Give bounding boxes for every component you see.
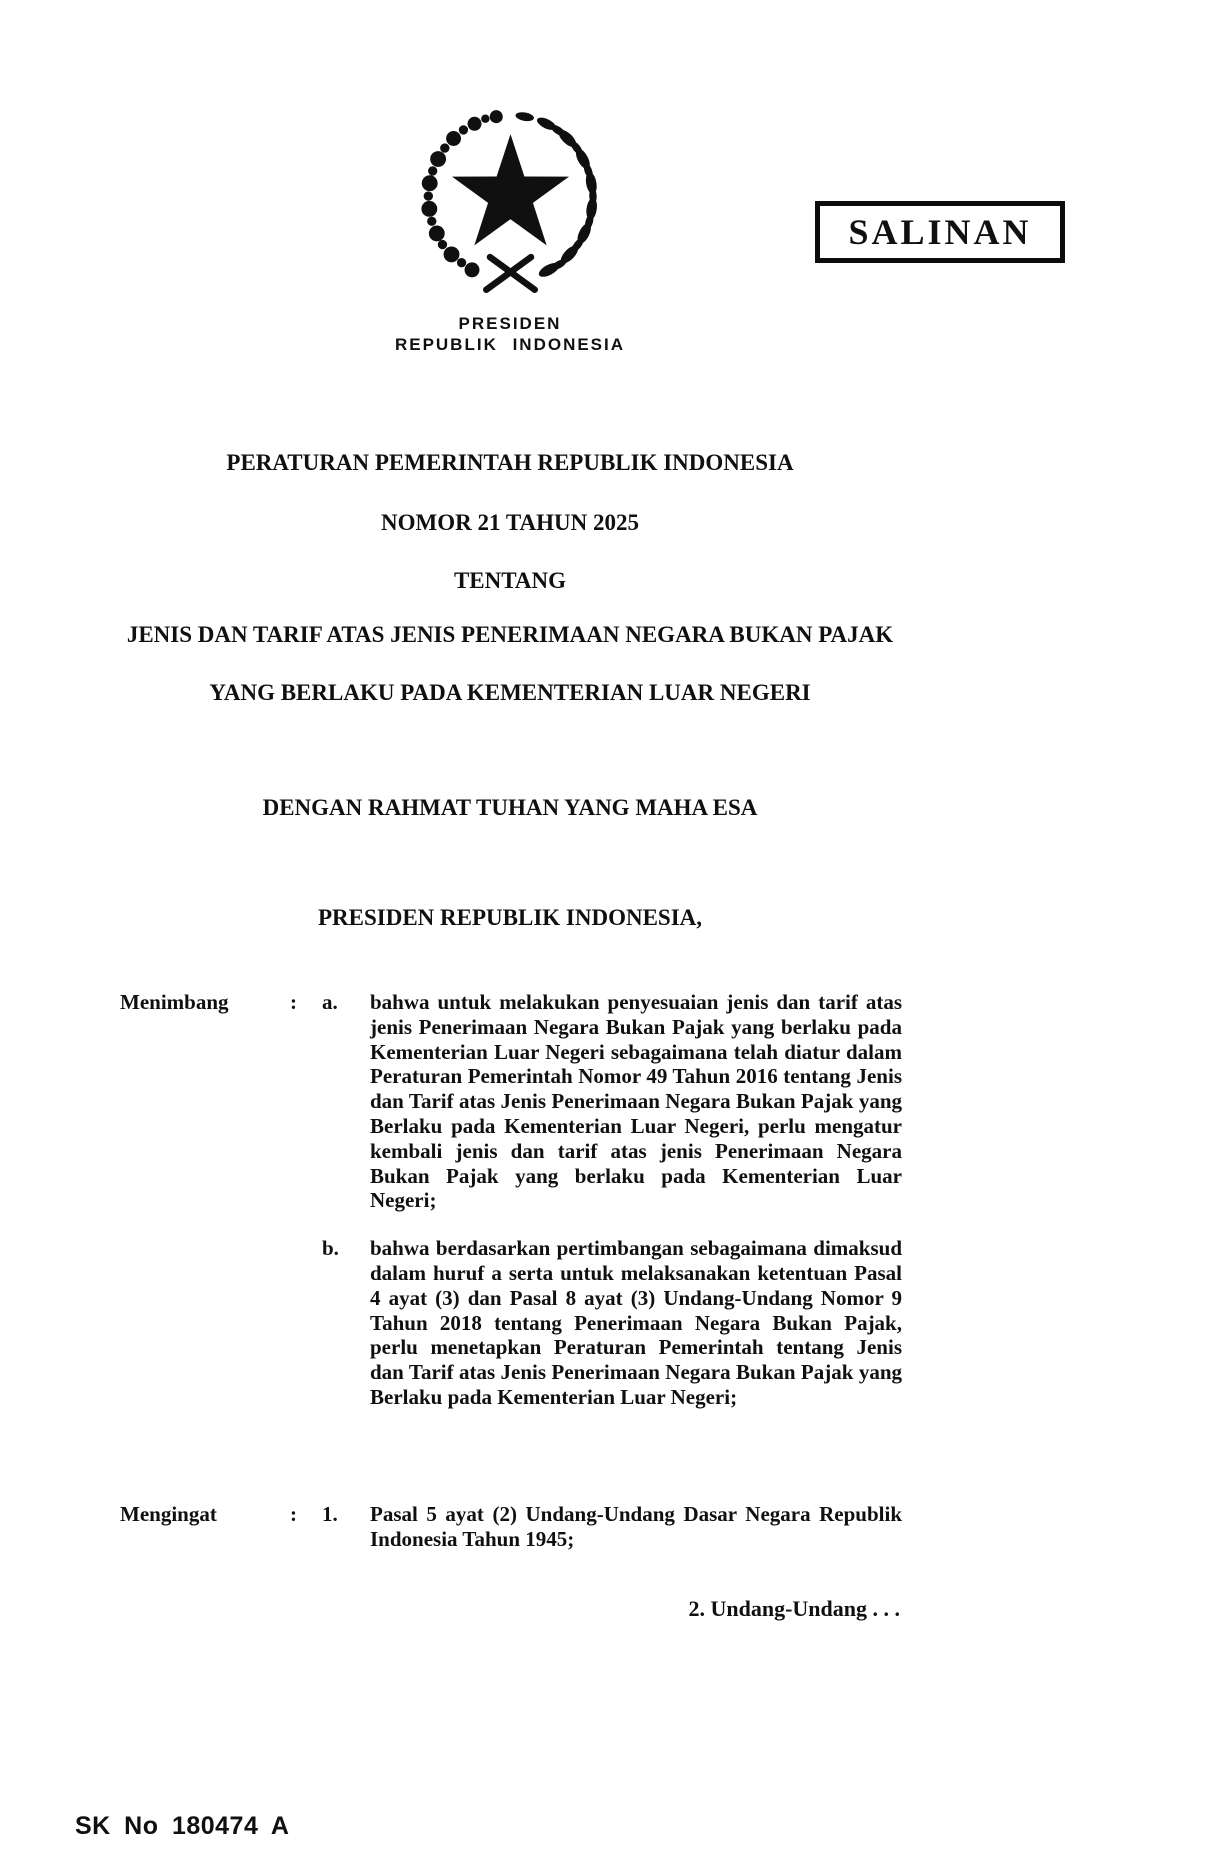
- catchword: 2. Undang-Undang . . .: [688, 1596, 900, 1621]
- legal-basis-text-1: Pasal 5 ayat (2) Undang-Undang Dasar Negara Republik Indonesia Tahun 1945;: [370, 1502, 902, 1551]
- consideration-item-a: [120, 990, 902, 1213]
- regulation-subject-line1: JENIS DAN TARIF ATAS JENIS PENERIMAAN NEGARA BUKAN PAJAK: [126, 622, 894, 647]
- regulation-title-line1: PERATURAN PEMERINTAH REPUBLIK INDONESIA: [226, 450, 794, 475]
- emblem-caption: [120, 313, 900, 355]
- regulation-number-line: NOMOR 21 TAHUN 2025: [381, 510, 639, 535]
- emblem-caption-presiden: PRESIDEN: [458, 314, 562, 333]
- legal-basis-item-1: [120, 1502, 902, 1552]
- item-marker-a: a.: [322, 990, 338, 1014]
- mengingat-label: Mengingat: [120, 1502, 217, 1526]
- salinan-stamp: [815, 201, 1065, 263]
- consideration-text-a: bahwa untuk melakukan penyesuaian jenis dan tarif atas jenis Penerimaan Negara Bukan Pajak yang berlaku pada Kementerian Luar Negeri sebagaimana telah diatur dalam Peraturan Pemerintah Nomor 49 Tahun 2016 tentang Jenis dan Tarif atas Jenis Penerimaan Negara Bukan Pajak yang Berlaku pada Kementerian Luar Negeri, perlu mengatur kembali jenis dan tarif atas jenis Penerimaan Negara Bukan Pajak yang berlaku pada Kementerian Luar Negeri;: [370, 990, 902, 1213]
- item-marker-b: b.: [322, 1236, 339, 1261]
- salinan-stamp-label: SALINAN: [848, 212, 1032, 252]
- legal-basis-section: [120, 1502, 902, 1552]
- emblem-block: [120, 104, 900, 355]
- consideration-text-b: bahwa berdasarkan pertimbangan sebagaimana dimaksud dalam huruf a serta untuk melaksanakan ketentuan Pasal 4 ayat (3) dan Pasal 8 ayat (3) Undang-Undang Nomor 9 Tahun 2018 tentang Penerimaan Negara Bukan Pajak, perlu menetapkan Peraturan Pemerintah tentang Jenis dan Tarif atas Jenis Penerimaan Negara Bukan Pajak yang Berlaku pada Kementerian Luar Negeri;: [370, 1236, 902, 1409]
- sk-number: SK No 180474 A: [75, 1812, 290, 1840]
- menimbang-colon: :: [290, 990, 297, 1014]
- regulation-tentang-line: TENTANG: [453, 568, 567, 593]
- regulation-subject-line2: YANG BERLAKU PADA KEMENTERIAN LUAR NEGERI: [209, 680, 811, 705]
- star-wreath-emblem-icon: [408, 104, 613, 304]
- menimbang-label: Menimbang: [120, 990, 229, 1014]
- consideration-item-b: [120, 1236, 902, 1410]
- considerations-section: [120, 990, 902, 1410]
- mengingat-colon: :: [290, 1502, 297, 1526]
- invocation-line: DENGAN RAHMAT TUHAN YANG MAHA ESA: [262, 795, 758, 820]
- authority-line: PRESIDEN REPUBLIK INDONESIA,: [317, 905, 703, 930]
- item-marker-1: 1.: [322, 1502, 338, 1526]
- emblem-caption-republik-indonesia: REPUBLIK INDONESIA: [394, 335, 626, 354]
